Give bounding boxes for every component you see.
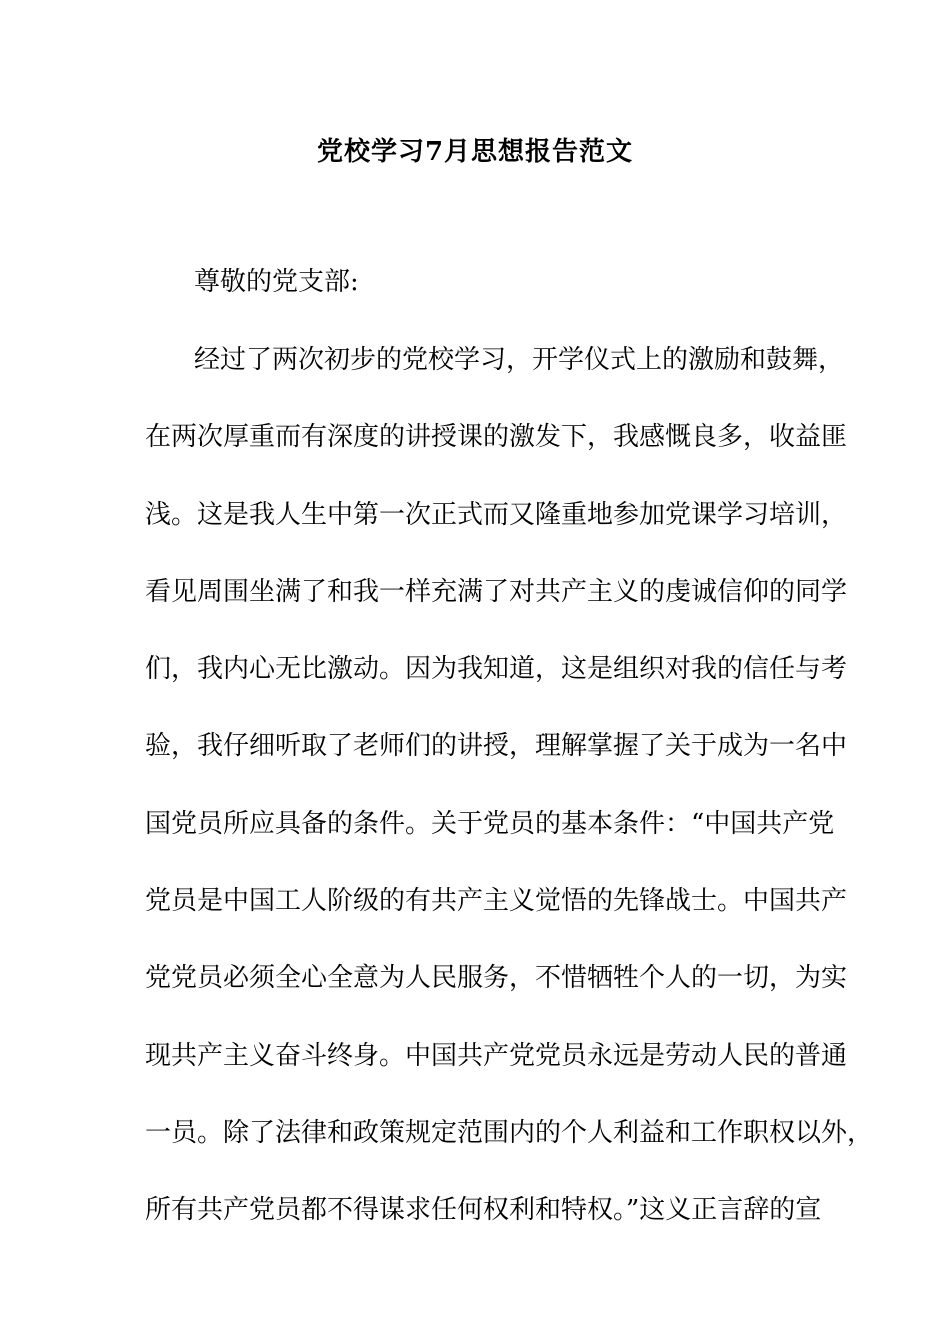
salutation: 尊敬的党支部:	[194, 267, 359, 297]
body-line: 所有共产党员都不得谋求任何权利和特权。”这义正言辞的宣	[145, 1195, 822, 1226]
body-line: 现共产主义奋斗终身。中国共产党党员永远是劳动人民的普通	[145, 1040, 848, 1071]
body-line: 在两次厚重而有深度的讲授课的激发下，我感慨良多，收益匪	[145, 422, 848, 453]
body-line: 国党员所应具备的条件。关于党员的基本条件：“中国共产党	[145, 808, 835, 839]
body-paragraph	[145, 340, 874, 1268]
body-line: 党员是中国工人阶级的有共产主义觉悟的先锋战士。中国共产	[145, 886, 848, 917]
body-line: 经过了两次初步的党校学习，开学仪式上的激励和鼓舞，	[194, 345, 845, 375]
body-line: 们，我内心无比激动。因为我知道，这是组织对我的信任与考	[145, 654, 848, 685]
body-line: 验，我仔细听取了老师们的讲授，理解掌握了关于成为一名中	[145, 731, 848, 762]
body-line: 一员。除了法律和政策规定范围内的个人利益和工作职权以外，	[145, 1117, 874, 1148]
body-line: 党党员必须全心全意为人民服务，不惜牺牲个人的一切，为实	[145, 963, 848, 994]
document-title: 党校学习7月思想报告范文	[316, 137, 634, 167]
body-line: 浅。这是我人生中第一次正式而又隆重地参加党课学习培训，	[145, 499, 848, 530]
body-line: 看见周围坐满了和我一样充满了对共产主义的虔诚信仰的同学	[145, 576, 848, 607]
